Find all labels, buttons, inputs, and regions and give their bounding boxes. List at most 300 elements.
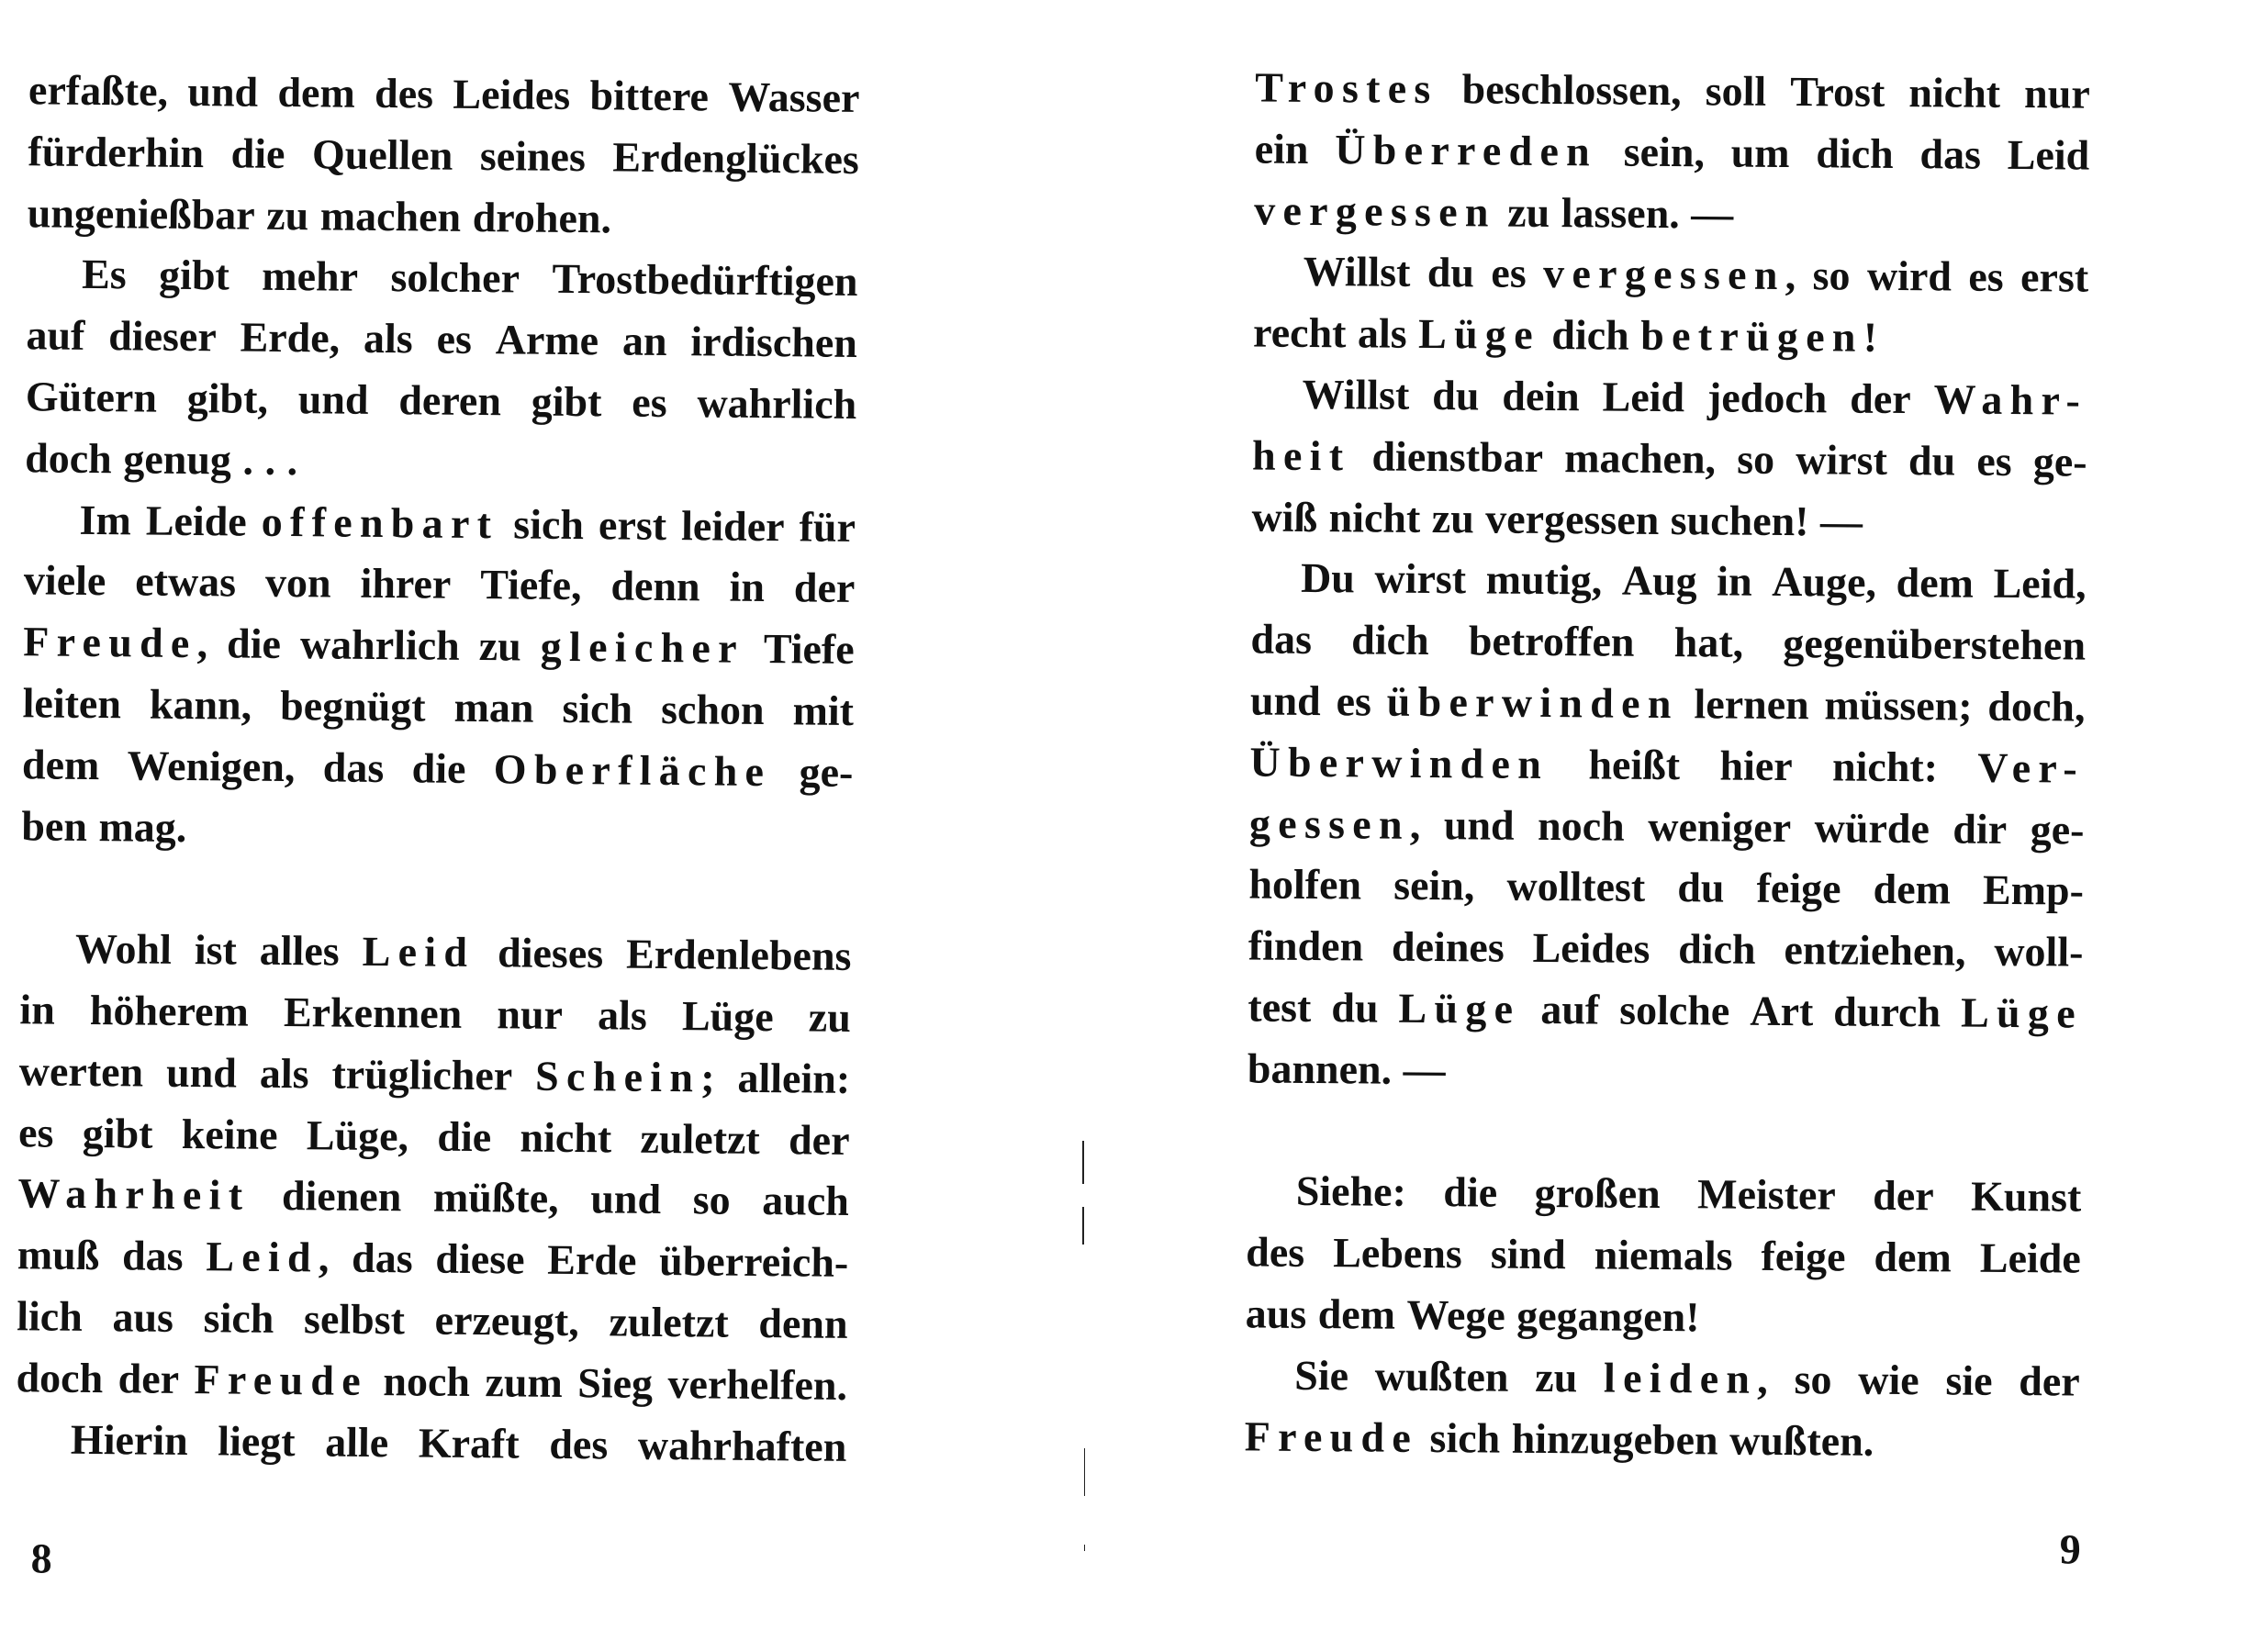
text-line [22, 737, 855, 800]
word [2019, 1354, 2080, 1410]
text-fragment: in [729, 564, 766, 611]
word [1403, 1043, 1445, 1098]
text-fragment: Leid [1602, 373, 1685, 421]
text-fragment: des [1246, 1228, 1305, 1277]
word [194, 1352, 368, 1409]
word [19, 982, 55, 1037]
word [1393, 858, 1475, 914]
emphasized-text: überwinden [1386, 677, 1679, 728]
text-fragment: nur [2023, 70, 2090, 117]
word [135, 554, 236, 610]
word [1564, 430, 1716, 486]
emphasized-text: leiden [1603, 1354, 1758, 1402]
right-page-text [1083, 0, 2249, 1465]
text-fragment: seines [479, 131, 587, 180]
left-page-text [0, 0, 1083, 1470]
word [1351, 613, 1429, 669]
word [692, 1173, 730, 1228]
text-fragment: solcher [390, 253, 520, 302]
text-fragment: Willst [1302, 370, 1410, 419]
text-line [25, 430, 309, 488]
word [264, 433, 275, 488]
word [277, 65, 355, 121]
word [25, 430, 112, 486]
text-fragment: drohen. [472, 193, 612, 241]
word [1540, 982, 1599, 1038]
text-fragment: Erdenglückes [612, 133, 860, 183]
word [1594, 1228, 1733, 1284]
text-fragment: und [1443, 800, 1515, 849]
word [1850, 372, 1911, 428]
text-fragment: holfen [1248, 860, 1362, 909]
text-fragment: betroffen [1468, 617, 1635, 665]
text-fragment: dienstbar [1371, 432, 1544, 481]
word [123, 431, 231, 487]
word [1551, 307, 1629, 363]
text-fragment: und [590, 1175, 662, 1223]
text-fragment: zum [485, 1357, 564, 1406]
emphasized-text: Ver- [1977, 743, 2086, 792]
word [21, 798, 87, 854]
word [325, 1414, 389, 1470]
text-fragment: großen [1534, 1169, 1661, 1218]
word [1398, 981, 1520, 1037]
word [1783, 616, 2086, 674]
text-fragment: doch, [1987, 682, 2086, 731]
word [90, 983, 249, 1040]
text-fragment: Erde [547, 1235, 637, 1284]
word [117, 1351, 179, 1407]
text-fragment: müßte, [432, 1173, 559, 1222]
text-line [1248, 919, 2084, 980]
word [1532, 921, 1650, 977]
text-fragment: in [1717, 557, 1752, 606]
text-fragment: gegangen! [1516, 1291, 1700, 1341]
text-fragment: genug [123, 435, 232, 484]
word [17, 1227, 100, 1283]
word [577, 1356, 653, 1412]
text-fragment: nicht [1908, 69, 2001, 117]
word [1794, 1352, 1831, 1407]
text-fragment: doch [16, 1354, 104, 1401]
word [535, 1048, 715, 1105]
text-fragment: — [1403, 1045, 1446, 1093]
text-fragment: du [1677, 864, 1725, 911]
text-fragment: entziehen, [1784, 926, 1966, 975]
word [265, 555, 331, 611]
text-fragment: gibt, [186, 374, 269, 422]
text-fragment: wußten. [1729, 1416, 1874, 1465]
word [478, 619, 521, 674]
text-line [1254, 183, 1745, 241]
word [453, 680, 533, 736]
text-fragment: feige [1756, 865, 1841, 912]
text-fragment: dem [277, 68, 356, 117]
word [1719, 738, 1793, 794]
text-fragment: denn [610, 562, 700, 610]
text-fragment: Siehe: [1295, 1167, 1407, 1216]
text-fragment: lernen [1694, 680, 1809, 729]
word [1328, 490, 1420, 546]
word [398, 373, 501, 429]
word [697, 375, 856, 432]
word [150, 677, 252, 733]
word [1730, 125, 1789, 181]
word [1588, 737, 1680, 793]
text-fragment: Sie [1294, 1351, 1349, 1400]
text-fragment: der [2019, 1356, 2080, 1405]
text-fragment: der [788, 1115, 850, 1164]
text-fragment: diese [435, 1234, 525, 1283]
word [1506, 859, 1645, 915]
text-fragment: beschlossen, [1461, 65, 1682, 115]
word [1249, 796, 1421, 852]
text-fragment: trüglicher [331, 1050, 513, 1099]
emphasized-text: Überreden [1335, 125, 1598, 175]
text-fragment: ihrer [360, 560, 452, 608]
text-fragment: das [322, 743, 385, 791]
emphasized-text: Freude [1244, 1412, 1419, 1461]
text-line [1252, 428, 2087, 489]
text-fragment: Wenigen, [127, 742, 296, 790]
word [1358, 307, 1407, 362]
word [728, 70, 860, 126]
text-fragment: Leides [1532, 924, 1650, 973]
text-fragment: Lüge [681, 992, 774, 1041]
text-fragment: hier [1719, 742, 1793, 789]
word [1248, 857, 1361, 913]
text-line [1248, 857, 2084, 919]
text-fragment: bannen. [1247, 1044, 1393, 1093]
word [1694, 676, 1809, 732]
text-fragment: etwas [135, 557, 237, 606]
word [1624, 124, 1706, 180]
text-fragment: Auge, [1772, 558, 1877, 607]
text-fragment: es [1976, 437, 2012, 485]
word [1707, 370, 1828, 426]
text-fragment: soll [1705, 67, 1767, 115]
word [82, 247, 127, 302]
word [352, 1231, 413, 1287]
text-fragment: feige [1761, 1233, 1846, 1280]
text-fragment: leider [680, 501, 785, 550]
text-fragment: ein [1254, 125, 1309, 173]
word [28, 62, 169, 118]
gutter-mark [1082, 1207, 1084, 1245]
word [1444, 798, 1515, 854]
word [1502, 369, 1580, 425]
text-fragment: sein, [1623, 128, 1706, 176]
word [98, 799, 186, 855]
text-fragment: sie [1945, 1356, 1993, 1404]
text-fragment: müssen; [1824, 681, 1973, 730]
text-fragment: Lüge, [306, 1111, 409, 1159]
word [1486, 553, 1603, 608]
word [609, 1294, 729, 1350]
text-line [17, 1289, 849, 1352]
text-fragment: fürderhin [28, 128, 205, 176]
word [360, 556, 451, 612]
text-fragment: so [692, 1176, 731, 1224]
word [531, 374, 601, 430]
text-fragment: das [351, 1233, 413, 1282]
word [266, 187, 309, 242]
text-line [82, 247, 859, 309]
word [1461, 61, 1681, 118]
word [1790, 64, 1885, 120]
text-fragment: dem [1873, 865, 1952, 913]
word [1331, 980, 1379, 1035]
word [1317, 1287, 1395, 1343]
text-fragment: so [1794, 1355, 1832, 1403]
word [1374, 552, 1466, 608]
word [1246, 1225, 1304, 1281]
word [1796, 432, 1887, 488]
text-fragment: für [799, 502, 856, 551]
text-fragment: wahrlich [697, 379, 857, 428]
text-fragment: niemals [1594, 1231, 1733, 1279]
word [304, 1291, 405, 1347]
text-fragment: zu [808, 993, 852, 1041]
text-fragment: mag. [98, 802, 187, 851]
text-fragment: dieses [497, 929, 604, 977]
word [599, 497, 667, 553]
text-fragment: Sieg [577, 1358, 654, 1407]
word [362, 924, 475, 980]
text-fragment: Leid [2007, 130, 2090, 179]
text-fragment: es [17, 1108, 54, 1156]
right-page [1070, 0, 2249, 1652]
word [1832, 739, 1938, 795]
word [2033, 434, 2087, 489]
text-fragment: . [242, 436, 254, 484]
text-fragment: dem [1896, 559, 1975, 608]
word [661, 682, 765, 738]
text-fragment: gegenüberstehen [1783, 620, 2087, 669]
word [562, 681, 632, 737]
word [1980, 1231, 2081, 1287]
word [18, 1105, 54, 1160]
text-fragment: Wege [1406, 1290, 1506, 1339]
word [182, 1107, 278, 1163]
text-fragment: wie [1858, 1356, 1919, 1403]
text-line [23, 614, 856, 677]
word [1244, 1409, 1418, 1465]
text-fragment: muß [17, 1231, 100, 1279]
text-line [1294, 1348, 2080, 1410]
text-line [1251, 489, 1874, 549]
text-fragment: du [1331, 984, 1379, 1032]
word [598, 988, 647, 1044]
word [1335, 122, 1597, 179]
text-fragment: , [196, 620, 208, 667]
text-fragment: des [549, 1420, 609, 1468]
word [437, 1109, 491, 1165]
word [262, 494, 499, 551]
text-fragment: der [117, 1355, 180, 1402]
text-fragment: heißt [1588, 741, 1681, 788]
text-fragment: erst [2020, 253, 2089, 302]
text-line [1249, 734, 2085, 796]
text-fragment: sich [1429, 1413, 1501, 1462]
text-fragment: als [1357, 309, 1407, 357]
word [485, 1355, 563, 1411]
text-fragment: allein: [737, 1054, 851, 1102]
text-fragment: zu [1507, 188, 1550, 236]
text-fragment: — [1819, 497, 1863, 545]
word [1756, 861, 1841, 917]
text-fragment: überreich- [658, 1237, 849, 1287]
text-line [28, 124, 860, 187]
text-fragment: nur [497, 990, 564, 1038]
word [127, 738, 295, 795]
word [1303, 244, 1410, 300]
text-fragment: Im [79, 496, 132, 543]
text-fragment: gibt [82, 1109, 153, 1157]
word [112, 1289, 173, 1345]
word [1432, 491, 1474, 546]
text-fragment: es [1336, 677, 1372, 725]
text-fragment: erst [598, 500, 667, 549]
text-fragment: Art [1750, 987, 1814, 1035]
word [1622, 553, 1697, 609]
text-fragment: vergessen [1485, 495, 1660, 543]
text-fragment: dich [1351, 616, 1429, 664]
text-fragment: hat, [1673, 619, 1744, 666]
word [1919, 127, 1981, 183]
word [1336, 674, 1371, 729]
word [1485, 491, 1660, 547]
word [280, 678, 426, 735]
text-line [1254, 121, 2089, 183]
word [195, 922, 238, 977]
text-fragment: ist [194, 926, 238, 974]
word [1983, 863, 2084, 919]
word [1294, 1348, 1348, 1403]
text-line [24, 553, 856, 617]
word [166, 1045, 237, 1101]
text-fragment: Gütern [25, 373, 158, 421]
text-fragment: mehr [262, 252, 359, 301]
text-line [16, 1350, 848, 1413]
text-line [1250, 612, 2086, 674]
text-line [18, 1105, 851, 1168]
word [364, 311, 413, 367]
emphasized-text: heit [1251, 431, 1351, 480]
text-fragment: sich [513, 499, 585, 548]
emphasized-text: Freude [194, 1355, 369, 1404]
text-line [1249, 796, 2085, 857]
text-fragment: sein, [1393, 862, 1475, 910]
word [1993, 556, 2086, 612]
word [108, 308, 217, 364]
text-fragment: dir [1952, 805, 2008, 853]
text-fragment: Erdenlebens [625, 930, 852, 980]
word [589, 68, 709, 124]
word [331, 1046, 512, 1103]
word [27, 185, 255, 242]
text-line [1301, 551, 2087, 612]
word [1248, 1041, 1393, 1097]
emphasized-text: Trostes [1255, 63, 1438, 113]
word [1977, 740, 2085, 796]
gutter-mark [1082, 1141, 1084, 1184]
text-line [27, 185, 622, 246]
text-fragment: so [1736, 435, 1775, 483]
emphasized-text: vergessen [1542, 250, 1785, 299]
word [26, 369, 158, 425]
text-fragment: dem [1317, 1290, 1396, 1338]
text-line [1248, 979, 2083, 1041]
text-fragment: der [793, 564, 856, 612]
word [434, 1293, 579, 1350]
text-fragment: der [1850, 374, 1911, 423]
word [480, 557, 582, 613]
text-fragment: nicht [1328, 493, 1421, 541]
text-fragment: nicht: [1831, 742, 1939, 791]
text-fragment: . [264, 436, 276, 484]
text-fragment: Leide [145, 497, 247, 545]
text-fragment: ben [21, 801, 88, 850]
word [638, 1417, 847, 1474]
text-fragment: viele [23, 556, 106, 605]
word [520, 1110, 611, 1166]
text-fragment: zuletzt [609, 1298, 729, 1346]
word [17, 1166, 250, 1223]
word [227, 617, 281, 673]
text-fragment: es [436, 315, 473, 363]
word [1678, 921, 1756, 977]
text-line [17, 1227, 850, 1290]
text-fragment: auf [1540, 985, 1600, 1033]
word [383, 1354, 470, 1410]
text-fragment: machen [319, 191, 462, 240]
text-fragment: deines [1391, 922, 1505, 971]
text-fragment: aus [112, 1293, 174, 1341]
text-fragment: Arme [495, 316, 599, 364]
text-fragment: dem [1874, 1233, 1952, 1281]
word [758, 1296, 848, 1352]
word [1677, 861, 1725, 916]
word [1246, 1286, 1307, 1342]
word [1874, 1230, 1952, 1286]
text-fragment: aus [1245, 1289, 1307, 1337]
text-fragment: auf [26, 311, 85, 360]
text-fragment: des [374, 69, 434, 117]
text-fragment: woll- [1994, 928, 2084, 976]
word [186, 371, 268, 427]
text-fragment: selbst [303, 1295, 406, 1344]
text-fragment: erzeugt, [434, 1296, 580, 1345]
word [1432, 368, 1480, 423]
text-fragment: ge- [799, 748, 854, 796]
word [1491, 246, 1527, 301]
word [1619, 983, 1730, 1039]
word [1543, 246, 1796, 303]
text-fragment: gibt [531, 377, 602, 426]
word [632, 375, 667, 430]
text-fragment: als [259, 1049, 309, 1098]
text-fragment: Erde, [240, 313, 341, 362]
text-line [1248, 1041, 1458, 1098]
word [799, 499, 856, 555]
emphasized-text: betrügen [1640, 311, 1863, 361]
text-fragment: Lebens [1333, 1229, 1463, 1278]
text-fragment: sich [203, 1294, 274, 1342]
word [552, 251, 858, 309]
text-fragment: verhelfen. [667, 1359, 848, 1409]
text-fragment: sich [562, 684, 633, 732]
